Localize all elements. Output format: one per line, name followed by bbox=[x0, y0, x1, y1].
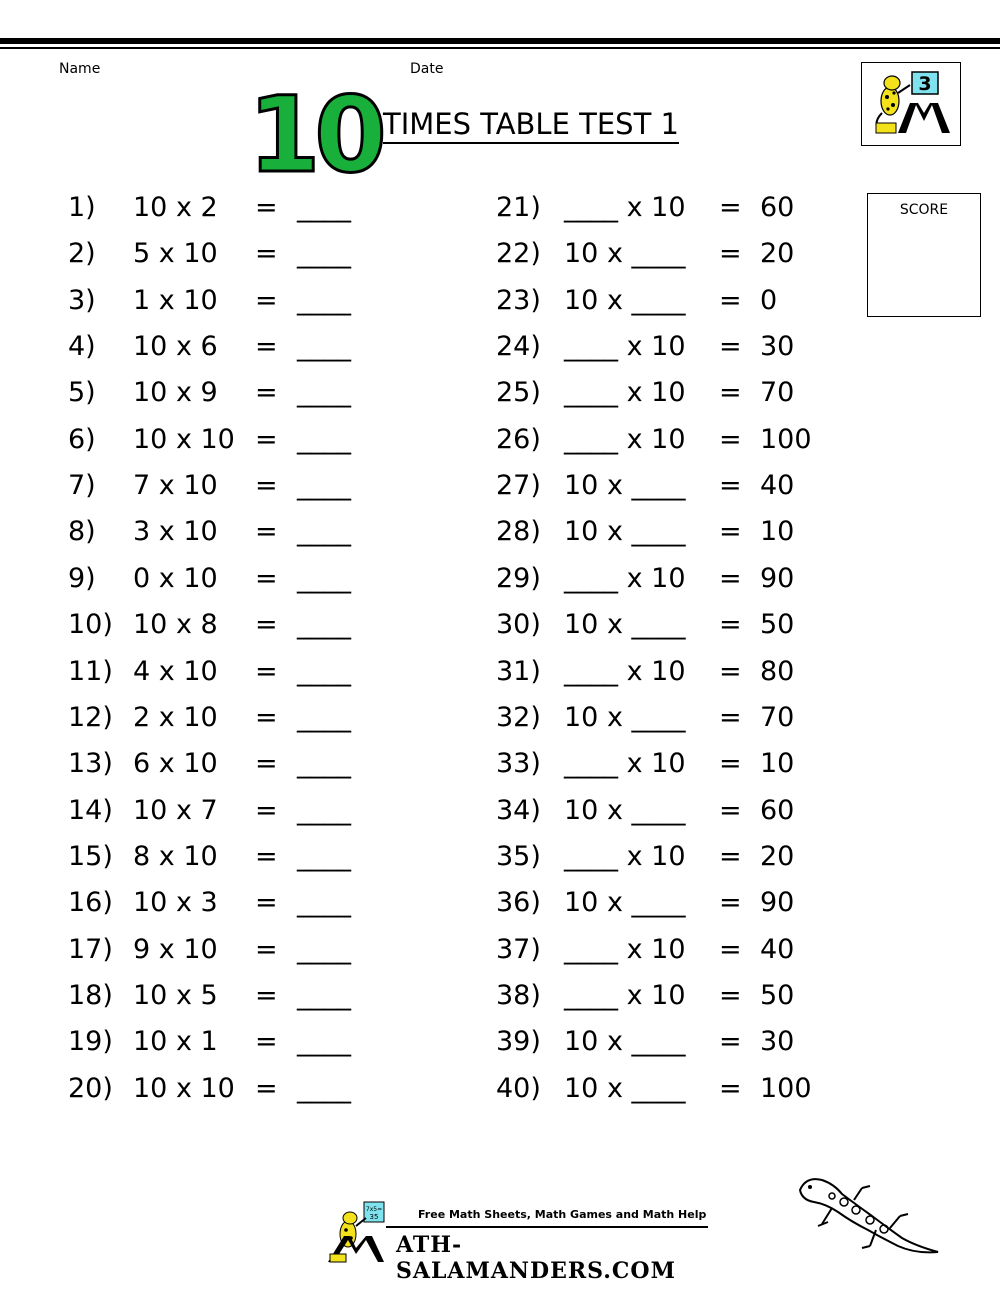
question-number: 38) bbox=[496, 979, 541, 1011]
question-number: 33) bbox=[496, 748, 541, 780]
score-label: SCORE bbox=[899, 202, 949, 218]
score-box bbox=[867, 193, 981, 317]
question-number: 14) bbox=[68, 794, 113, 826]
equals-sign: = bbox=[719, 609, 742, 641]
equals-sign: = bbox=[719, 701, 742, 733]
logo-digit: 3 bbox=[918, 73, 932, 95]
equals-sign: = bbox=[719, 562, 742, 594]
salamander-logo-icon bbox=[862, 63, 959, 144]
answer-slot: 40 bbox=[760, 933, 795, 965]
question-number: 15) bbox=[68, 840, 113, 872]
question-number: 35) bbox=[496, 840, 541, 872]
question-number: 2) bbox=[68, 238, 96, 270]
question-expression: ____ x 10 bbox=[564, 933, 686, 965]
svg-text:7x5=: 7x5= bbox=[365, 1206, 383, 1213]
answer-slot[interactable]: ____ bbox=[297, 1072, 351, 1104]
equals-sign: = bbox=[719, 1072, 742, 1104]
question-number: 27) bbox=[496, 470, 541, 502]
equals-sign: = bbox=[719, 794, 742, 826]
answer-slot: 70 bbox=[760, 701, 795, 733]
question-expression: 10 x ____ bbox=[564, 470, 686, 502]
equals-sign: = bbox=[255, 377, 278, 409]
equals-sign: = bbox=[255, 840, 278, 872]
answer-slot: 0 bbox=[760, 284, 778, 316]
question-expression: ____ x 10 bbox=[564, 979, 686, 1011]
answer-slot: 40 bbox=[760, 470, 795, 502]
question-number: 30) bbox=[496, 609, 541, 641]
question-expression: 8 x 10 bbox=[133, 840, 218, 872]
equals-sign: = bbox=[255, 1072, 278, 1104]
question-number: 23) bbox=[496, 284, 541, 316]
question-number: 21) bbox=[496, 192, 541, 223]
logo-box bbox=[861, 62, 961, 146]
question-number: 22) bbox=[496, 238, 541, 270]
question-number: 39) bbox=[496, 1026, 541, 1058]
answer-slot: 30 bbox=[760, 1026, 795, 1058]
question-number: 6) bbox=[68, 423, 96, 455]
question-number: 25) bbox=[496, 377, 541, 409]
equals-sign: = bbox=[719, 516, 742, 548]
question-expression: 4 x 10 bbox=[133, 655, 218, 687]
question-expression: 10 x ____ bbox=[564, 609, 686, 641]
question-number: 40) bbox=[496, 1072, 541, 1104]
equals-sign: = bbox=[719, 840, 742, 872]
equals-sign: = bbox=[255, 238, 278, 270]
equals-sign: = bbox=[719, 238, 742, 270]
equals-sign: = bbox=[255, 192, 278, 223]
answer-slot[interactable]: ____ bbox=[297, 284, 351, 316]
equals-sign: = bbox=[719, 1026, 742, 1058]
answer-slot[interactable]: ____ bbox=[297, 1026, 351, 1058]
answer-slot[interactable]: ____ bbox=[297, 562, 351, 594]
equals-sign: = bbox=[255, 979, 278, 1011]
answer-slot[interactable]: ____ bbox=[297, 516, 351, 548]
question-number: 28) bbox=[496, 516, 541, 548]
question-number: 5) bbox=[68, 377, 96, 409]
question-expression: 6 x 10 bbox=[133, 748, 218, 780]
answer-slot[interactable]: ____ bbox=[297, 609, 351, 641]
answer-slot[interactable]: ____ bbox=[297, 794, 351, 826]
question-expression: 10 x 1 bbox=[133, 1026, 218, 1058]
question-number: 16) bbox=[68, 887, 113, 919]
equals-sign: = bbox=[255, 284, 278, 316]
question-expression: 9 x 10 bbox=[133, 933, 218, 965]
answer-slot[interactable]: ____ bbox=[297, 331, 351, 363]
equals-sign: = bbox=[719, 887, 742, 919]
question-expression: ____ x 10 bbox=[564, 423, 686, 455]
top-rule-thick bbox=[0, 38, 1000, 44]
equals-sign: = bbox=[255, 423, 278, 455]
footer-site-name: ATH-SALAMANDERS.COM bbox=[396, 1232, 676, 1284]
top-rule-thin bbox=[0, 47, 1000, 49]
equals-sign: = bbox=[255, 887, 278, 919]
question-expression: 10 x ____ bbox=[564, 516, 686, 548]
question-expression: ____ x 10 bbox=[564, 562, 686, 594]
question-expression: 10 x 2 bbox=[133, 192, 218, 223]
question-number: 20) bbox=[68, 1072, 113, 1104]
question-expression: 5 x 10 bbox=[133, 238, 218, 270]
question-number: 7) bbox=[68, 470, 96, 502]
equals-sign: = bbox=[255, 701, 278, 733]
answer-slot: 100 bbox=[760, 423, 812, 455]
question-expression: 10 x 3 bbox=[133, 887, 218, 919]
equals-sign: = bbox=[719, 748, 742, 780]
equals-sign: = bbox=[719, 423, 742, 455]
question-expression: 10 x 5 bbox=[133, 979, 218, 1011]
answer-slot: 50 bbox=[760, 609, 795, 641]
answer-slot[interactable]: ____ bbox=[297, 238, 351, 270]
big-number-title: 10 bbox=[248, 74, 381, 196]
question-number: 10) bbox=[68, 609, 113, 641]
equals-sign: = bbox=[255, 609, 278, 641]
question-number: 3) bbox=[68, 284, 96, 316]
question-number: 17) bbox=[68, 933, 113, 965]
answer-slot[interactable]: ____ bbox=[297, 655, 351, 687]
equals-sign: = bbox=[719, 331, 742, 363]
answer-slot[interactable]: ____ bbox=[297, 701, 351, 733]
answer-slot: 10 bbox=[760, 748, 795, 780]
question-expression: 7 x 10 bbox=[133, 470, 218, 502]
question-number: 11) bbox=[68, 655, 113, 687]
footer-rule bbox=[386, 1226, 708, 1228]
equals-sign: = bbox=[719, 655, 742, 687]
question-expression: 10 x ____ bbox=[564, 1026, 686, 1058]
svg-text:35: 35 bbox=[369, 1213, 379, 1221]
question-expression: 10 x 9 bbox=[133, 377, 218, 409]
question-number: 1) bbox=[68, 192, 96, 223]
salamander-outline-icon bbox=[792, 1172, 942, 1262]
question-number: 34) bbox=[496, 794, 541, 826]
page-title: TIMES TABLE TEST 1 bbox=[383, 106, 679, 144]
answer-slot: 90 bbox=[760, 887, 795, 919]
answer-slot[interactable]: ____ bbox=[297, 377, 351, 409]
footer-salamander-icon bbox=[326, 1200, 386, 1270]
answer-slot: 60 bbox=[760, 192, 795, 223]
question-number: 19) bbox=[68, 1026, 113, 1058]
equals-sign: = bbox=[719, 470, 742, 502]
answer-slot[interactable]: ____ bbox=[297, 887, 351, 919]
question-number: 29) bbox=[496, 562, 541, 594]
equals-sign: = bbox=[255, 470, 278, 502]
question-number: 31) bbox=[496, 655, 541, 687]
question-number: 13) bbox=[68, 748, 113, 780]
answer-slot: 30 bbox=[760, 331, 795, 363]
answer-slot: 50 bbox=[760, 979, 795, 1011]
question-number: 9) bbox=[68, 562, 96, 594]
question-expression: 10 x 7 bbox=[133, 794, 218, 826]
answer-slot: 80 bbox=[760, 655, 795, 687]
question-expression: ____ x 10 bbox=[564, 377, 686, 409]
answer-slot[interactable]: ____ bbox=[297, 748, 351, 780]
answer-slot: 90 bbox=[760, 562, 795, 594]
answer-slot[interactable]: ____ bbox=[297, 933, 351, 965]
equals-sign: = bbox=[719, 192, 742, 223]
answer-slot: 20 bbox=[760, 840, 795, 872]
equals-sign: = bbox=[719, 377, 742, 409]
question-expression: 10 x 10 bbox=[133, 423, 235, 455]
answer-slot[interactable]: ____ bbox=[297, 470, 351, 502]
answer-slot[interactable]: ____ bbox=[297, 979, 351, 1011]
equals-sign: = bbox=[719, 933, 742, 965]
question-number: 12) bbox=[68, 701, 113, 733]
question-expression: 0 x 10 bbox=[133, 562, 218, 594]
question-expression: 10 x ____ bbox=[564, 284, 686, 316]
answer-slot: 60 bbox=[760, 794, 795, 826]
question-number: 26) bbox=[496, 423, 541, 455]
name-label: Name bbox=[59, 61, 101, 77]
question-number: 24) bbox=[496, 331, 541, 363]
answer-slot[interactable]: ____ bbox=[297, 192, 351, 223]
question-number: 32) bbox=[496, 701, 541, 733]
equals-sign: = bbox=[255, 562, 278, 594]
equals-sign: = bbox=[255, 1026, 278, 1058]
question-expression: 10 x ____ bbox=[564, 887, 686, 919]
question-expression: 10 x 8 bbox=[133, 609, 218, 641]
equals-sign: = bbox=[255, 933, 278, 965]
question-number: 36) bbox=[496, 887, 541, 919]
answer-slot: 20 bbox=[760, 238, 795, 270]
answer-slot[interactable]: ____ bbox=[297, 423, 351, 455]
equals-sign: = bbox=[719, 979, 742, 1011]
question-expression: ____ x 10 bbox=[564, 840, 686, 872]
answer-slot: 70 bbox=[760, 377, 795, 409]
equals-sign: = bbox=[255, 655, 278, 687]
question-expression: 10 x 10 bbox=[133, 1072, 235, 1104]
footer-logo bbox=[326, 1200, 711, 1284]
question-number: 4) bbox=[68, 331, 96, 363]
equals-sign: = bbox=[719, 284, 742, 316]
question-expression: 10 x 6 bbox=[133, 331, 218, 363]
date-label: Date bbox=[410, 61, 444, 77]
equals-sign: = bbox=[255, 516, 278, 548]
question-expression: 3 x 10 bbox=[133, 516, 218, 548]
equals-sign: = bbox=[255, 748, 278, 780]
answer-slot: 100 bbox=[760, 1072, 812, 1104]
footer-tagline: Free Math Sheets, Math Games and Math Help bbox=[418, 1208, 707, 1221]
question-expression: 1 x 10 bbox=[133, 284, 218, 316]
question-expression: 2 x 10 bbox=[133, 701, 218, 733]
question-expression: 10 x ____ bbox=[564, 1072, 686, 1104]
answer-slot: 10 bbox=[760, 516, 795, 548]
question-expression: 10 x ____ bbox=[564, 238, 686, 270]
question-number: 37) bbox=[496, 933, 541, 965]
question-number: 18) bbox=[68, 979, 113, 1011]
answer-slot[interactable]: ____ bbox=[297, 840, 351, 872]
question-expression: ____ x 10 bbox=[564, 192, 686, 223]
equals-sign: = bbox=[255, 331, 278, 363]
question-expression: 10 x ____ bbox=[564, 701, 686, 733]
question-number: 8) bbox=[68, 516, 96, 548]
question-expression: 10 x ____ bbox=[564, 794, 686, 826]
question-expression: ____ x 10 bbox=[564, 331, 686, 363]
question-expression: ____ x 10 bbox=[564, 655, 686, 687]
equals-sign: = bbox=[255, 794, 278, 826]
question-expression: ____ x 10 bbox=[564, 748, 686, 780]
